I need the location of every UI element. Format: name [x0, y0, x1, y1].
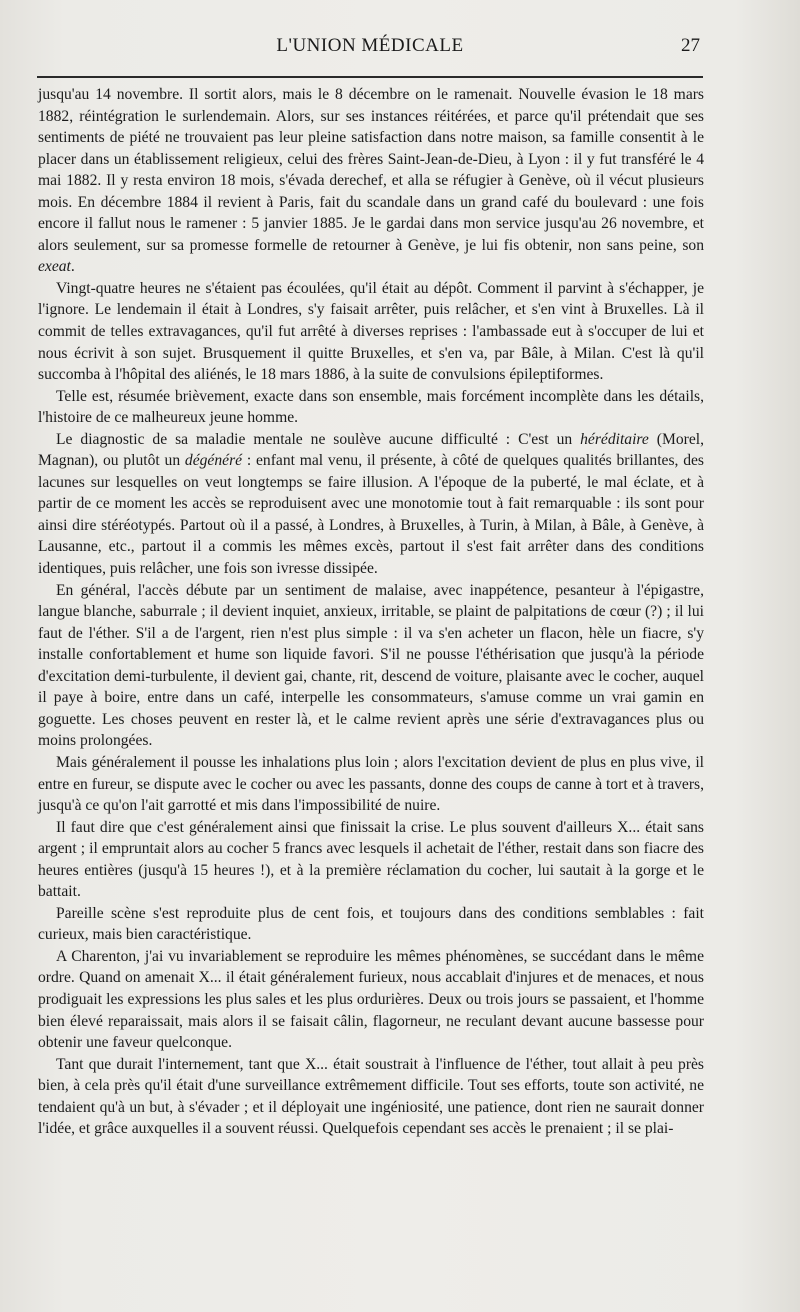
paragraph: Tant que durait l'internement, tant que X... était soustrait à l'influence de l'éther, tout allait à peu près bien, à cela près qu'il était d'une surveillance extrêmement difficile. Tout ses efforts, toute son activité, ne tendaient qu'à un but, à s'évader ; et il déployait une ingéniosité, une patience, dont rien ne saurait donner l'idée, et grâce auxquelles il a souvent réussi. Quelquefois cependant ses accès le prenaient ; il se plai-: [38, 1055, 704, 1138]
paragraph: Le diagnostic de sa maladie mentale ne soulève aucune difficulté : C'est un héréditaire (Morel, Magnan), ou plutôt un dégénéré : enfant mal venu, il présente, à côté de quelques qualités brillantes, des lacunes sur lesquelles on veut longtemps se faire illusion. A l'époque de la puberté, le mal éclate, et à partir de ce moment les accès se reproduisent avec une monotomie tout à fait remarquable : ils sont pour ainsi dire stéréotypés. Partout où il a passé, à Londres, à Bruxelles, à Turin, à Milan, à Bâle, à Genève, à Lausanne, etc., partout il a commis les mêmes excès, partout il s'est fait arrêter dans des conditions identiques, puis relâcher, une fois son ivresse dissipée.: [38, 430, 704, 578]
paragraph: Il faut dire que c'est généralement ainsi que finissait la crise. Le plus souvent d'ailleurs X... était sans argent ; il empruntait alors au cocher 5 francs avec lesquels il achetait de l'éther, restait dans son fiacre des heures entières (jusqu'à 15 heures !), et à la première réclamation du cocher, lui sautait à la gorge et le battait.: [38, 818, 704, 901]
page-number: 27: [681, 35, 700, 56]
page-header: [38, 33, 702, 63]
paragraph: A Charenton, j'ai vu invariablement se reproduire les mêmes phénomènes, se succédant dans le même ordre. Quand on amenait X... il était généralement furieux, nous accablait d'injures et de menaces, et nous prodiguait les expressions les plus sales et les plus ordurières. Deux ou trois jours se passaient, et l'homme bien élevé reparaissait, mais alors il se faisait câlin, flagorneur, ne reculant devant aucune bassesse pour obtenir une faveur quelconque.: [38, 947, 704, 1052]
paragraph: Vingt-quatre heures ne s'étaient pas écoulées, qu'il était au dépôt. Comment il parvint à s'échapper, je l'ignore. Le lendemain il était à Londres, s'y faisait arrêter, puis relâcher, et s'en vint à Bruxelles. Là il commit de telles extravagances, qu'il fut arrêté à diverses reprises : l'ambassade eut à s'occuper de lui et nous écrivit à son sujet. Brusquement il quitte Bruxelles, et s'en va, par Bâle, à Milan. C'est là qu'il succomba à l'hôpital des aliénés, le 18 mars 1886, à la suite de convulsions épileptiformes.: [38, 279, 704, 384]
paragraph: Pareille scène s'est reproduite plus de cent fois, et toujours dans des conditions semblables : fait curieux, mais bien caractéristique.: [38, 904, 704, 944]
paragraph: Mais généralement il pousse les inhalations plus loin ; alors l'excitation devient de plus en plus vive, il entre en fureur, se dispute avec le cocher ou avec les passants, donne des coups de canne à tort et à travers, jusqu'à ce qu'on l'ait garrotté et mis dans l'impossibilité de nuire.: [38, 753, 704, 815]
paragraph: Telle est, résumée brièvement, exacte dans son ensemble, mais forcément incomplète dans les détails, l'histoire de ce malheureux jeune homme.: [38, 387, 704, 427]
header-rule: [37, 76, 703, 78]
italic-term: exeat: [38, 258, 71, 276]
paragraph: En général, l'accès débute par un sentiment de malaise, avec inappétence, pesanteur à l'épigastre, langue blanche, saburrale ; il devient inquiet, anxieux, irritable, se plaint de palpitations de cœur (?) ; il lui faut de l'éther. S'il a de l'argent, rien n'est plus simple : il va s'en acheter un flacon, hèle un fiacre, s'y installe confortablement et hume son liquide favori. S'il ne pousse l'éthérisation que jusqu'à la période d'excitation demi-turbulente, il devient gai, chante, rit, descend de voiture, plaisante avec le cocher, auquel il paye à boire, entre dans un café, interpelle les consommateurs, s'amuse comme un vrai gamin en goguette. Les choses peuvent en rester là, et le calme revient après une série d'extravagances plus ou moins prolongées.: [38, 581, 704, 750]
italic-term: dégénéré: [184, 452, 243, 470]
body-text: [38, 84, 704, 1140]
italic-term: héréditaire: [580, 430, 649, 448]
paragraph: jusqu'au 14 novembre. Il sortit alors, mais le 8 décembre on le ramenait. Nouvelle évasion le 18 mars 1882, réintégration le surlendemain. Alors, sur ses instances réitérées, et parce qu'il prétendait que ses sentiments de piété ne trouvaient pas leur pleine satisfaction dans notre maison, sa famille consentit à le placer dans un établissement religieux, celui des frères Saint-Jean-de-Dieu, à Lyon : il y fut transféré le 4 mai 1882. Il y resta environ 18 mois, s'évada derechef, et alla se réfugier à Genève, où il vécut plusieurs mois. En décembre 1884 il revient à Paris, fait du scandale dans un grand café du boulevard : une fois encore il fallut nous le ramener : 5 janvier 1885. Je le gardai dans mon service jusqu'au 26 novembre, et alors seulement, sur sa promesse formelle de retourner à Genève, je lui fis obtenir, non sans peine, son exeat.: [38, 86, 704, 276]
running-title: L'UNION MÉDICALE: [276, 35, 464, 56]
